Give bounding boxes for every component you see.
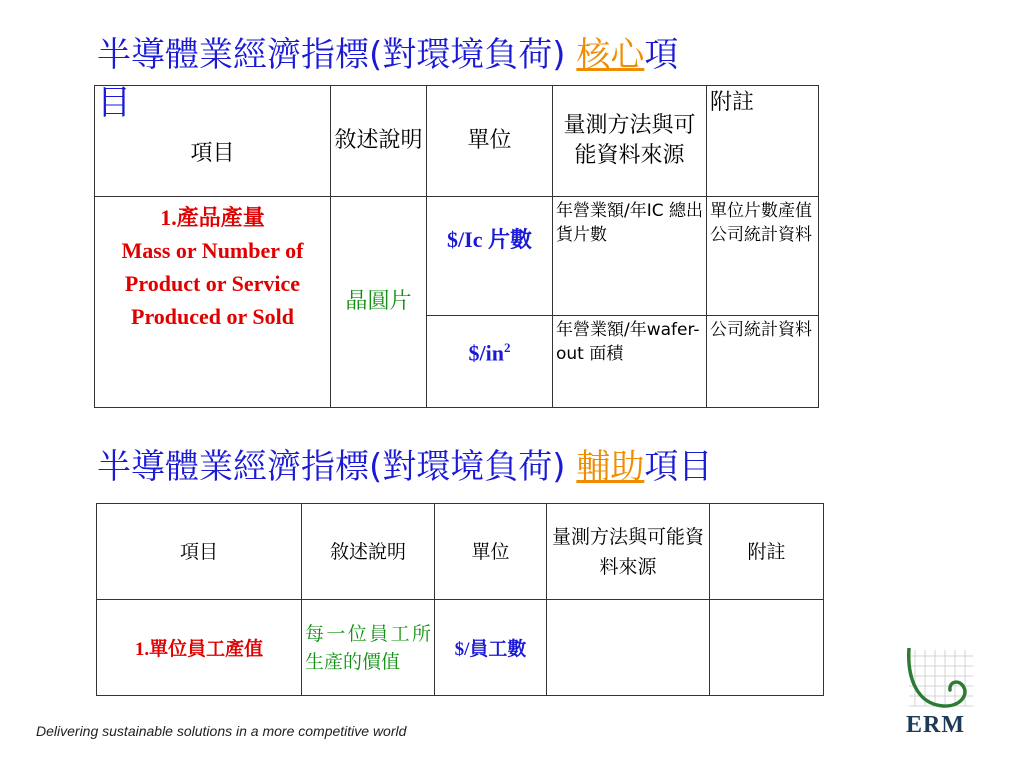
title-highlight: 核心 [576,35,645,75]
header-method: 量測方法與可能資料來源 [547,504,710,600]
header-item: 項目 [95,86,331,197]
method-cell: 年營業額/年IC 總出貨片數 [553,197,707,316]
header-unit: 單位 [427,86,553,197]
header-desc: 敘述說明 [331,86,427,197]
table-row [95,197,819,316]
table-header-row [97,504,824,600]
supplementary-indicator-table [96,503,824,696]
title-highlight: 輔助 [576,447,645,487]
unit-cell: $/Ic 片數 [427,197,553,316]
desc-cell: 每一位員工所生產的價值 [302,600,435,696]
title-text: 半導體業經濟指標(對環境負荷) [97,35,566,75]
erm-logo-text: ERM [906,712,965,738]
unit-cell: $\$/in^2$ [427,316,553,408]
item-cell: 1.單位員工產值 [97,600,302,696]
method-cell [547,600,710,696]
note-cell: 公司統計資料 [707,316,819,408]
footer-tagline: Delivering sustainable solutions in a more competitive world [36,723,407,739]
core-indicator-title-wrap: 目 [97,83,131,123]
core-indicator-title [97,30,678,80]
item-en: Mass or Number of Product or Service Produced or Sold [121,238,304,329]
note-cell: 單位片數產值 公司統計資料 [707,197,819,316]
note-cell [710,600,824,696]
table-header-row [95,86,819,197]
title-suffix: 項目 [644,447,713,487]
unit-cell: $/員工數 [435,600,547,696]
item-cell [95,197,331,408]
desc-cell: 晶圓片 [331,197,427,408]
header-note: 附註 [707,86,819,197]
core-indicator-table [94,85,819,408]
header-method: 量測方法與可能資料來源 [553,86,707,197]
header-desc: 敘述說明 [302,504,435,600]
table-row [97,600,824,696]
header-note: 附註 [710,504,824,600]
header-item: 項目 [97,504,302,600]
supplementary-indicator-title [97,442,712,492]
header-unit: 單位 [435,504,547,600]
item-zh: 1.產品產量 [160,205,265,230]
title-text: 半導體業經濟指標(對環境負荷) [97,447,566,487]
title-suffix: 項 [644,35,679,75]
method-cell: 年營業額/年wafer-out 面積 [553,316,707,408]
